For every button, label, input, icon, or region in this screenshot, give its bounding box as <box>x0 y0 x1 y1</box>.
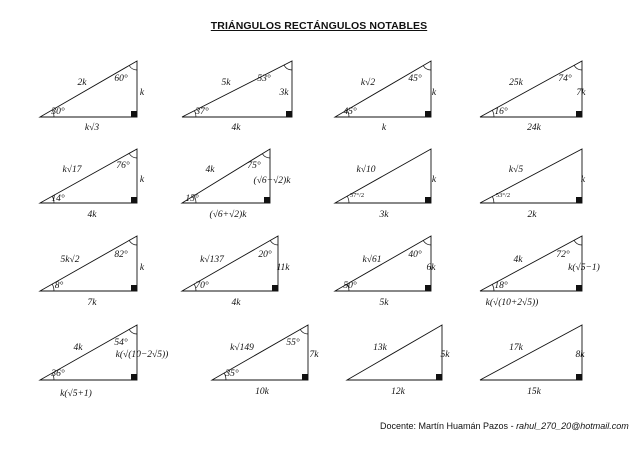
hypotenuse-label: 4k <box>73 343 83 353</box>
leg-bottom-label: 3k <box>379 210 389 220</box>
angle-arc-top <box>423 240 431 245</box>
leg-bottom-label: k(√5+1) <box>60 389 92 399</box>
leg-bottom-label: k√3 <box>84 123 100 133</box>
angle-top-label: 82° <box>114 250 128 260</box>
hypotenuse-label: k√149 <box>230 343 254 353</box>
angle-arc-top <box>262 154 270 158</box>
hypotenuse-label: k√137 <box>200 255 224 265</box>
angle-top-label: 72° <box>556 250 570 260</box>
angle-bottom-label: 14° <box>51 194 65 204</box>
right-angle-marker <box>576 111 582 117</box>
angle-top-label: 20° <box>258 250 272 260</box>
angle-bottom-label: 36° <box>51 369 65 379</box>
footer-separator: - <box>508 421 517 431</box>
angle-bottom-label: 37°/2 <box>349 192 365 199</box>
leg-bottom-label: 7k <box>87 298 97 308</box>
leg-right-label: k <box>139 263 145 273</box>
right-angle-marker <box>286 111 292 117</box>
triangle-1 <box>40 61 145 133</box>
triangle-outline <box>480 325 582 380</box>
angle-arc-bottom <box>347 196 349 203</box>
right-angle-marker <box>576 197 582 203</box>
footer-teacher: Docente: Martín Huamán Pazos <box>380 421 509 431</box>
leg-right-label: 8k <box>575 350 585 360</box>
triangle-6 <box>182 149 291 220</box>
leg-right-label: (√6−√2)k <box>253 176 291 186</box>
right-angle-marker <box>131 197 137 203</box>
angle-top-label: 76° <box>116 161 130 171</box>
triangle-outline <box>347 325 442 380</box>
leg-right-label: k <box>431 88 437 98</box>
triangle-14 <box>212 325 319 397</box>
footer-email[interactable]: rahul_270_20@hotmail.com <box>516 421 629 431</box>
angle-arc-top <box>574 240 582 245</box>
leg-bottom-label: 12k <box>391 387 405 397</box>
leg-bottom-label: 5k <box>379 298 389 308</box>
hypotenuse-label: k√17 <box>62 165 82 175</box>
right-angle-marker <box>264 197 270 203</box>
leg-right-label: k <box>580 175 586 185</box>
angle-arc-top <box>129 153 137 158</box>
angle-arc-top <box>270 240 278 245</box>
hypotenuse-label: k√61 <box>362 255 382 265</box>
triangle-8 <box>480 149 586 220</box>
hypotenuse-label: 5k <box>221 78 231 88</box>
leg-bottom-label: 4k <box>231 298 241 308</box>
angle-bottom-label: 18° <box>494 281 508 291</box>
leg-right-label: 7k <box>576 88 586 98</box>
leg-bottom-label: 10k <box>255 387 269 397</box>
leg-bottom-label: 15k <box>527 387 541 397</box>
leg-right-label: 3k <box>279 88 289 98</box>
right-angle-marker <box>425 285 431 291</box>
leg-bottom-label: 4k <box>87 210 97 220</box>
angle-arc-top <box>423 66 431 70</box>
angle-top-label: 40° <box>408 250 422 260</box>
hypotenuse-label: 17k <box>509 343 523 353</box>
angle-top-label: 74° <box>558 74 572 84</box>
angle-arc-top <box>574 65 582 70</box>
right-angle-marker <box>131 285 137 291</box>
triangle-3 <box>335 61 437 133</box>
leg-right-label: 6k <box>426 263 436 273</box>
angle-bottom-label: 8° <box>54 281 64 291</box>
page-title: TRIÁNGULOS RECTÁNGULOS NOTABLES <box>210 20 428 32</box>
leg-right-label: 5k <box>440 350 450 360</box>
angle-arc-top <box>300 329 308 334</box>
right-angle-marker <box>425 197 431 203</box>
leg-right-label: k(√(10−2√5)) <box>115 350 169 360</box>
footer <box>380 421 629 431</box>
leg-bottom-label: 4k <box>231 123 241 133</box>
right-angle-marker <box>302 374 308 380</box>
angle-top-label: 75° <box>247 161 261 171</box>
leg-right-label: 7k <box>309 350 319 360</box>
angle-bottom-label: 53°/2 <box>495 192 511 199</box>
hypotenuse-label: 4k <box>205 165 215 175</box>
hypotenuse-label: 25k <box>509 78 523 88</box>
angle-bottom-label: 30° <box>51 107 65 117</box>
hypotenuse-label: k√10 <box>356 165 376 175</box>
triangle-11 <box>335 236 436 308</box>
right-angle-marker <box>272 285 278 291</box>
angle-top-label: 55° <box>286 338 300 348</box>
right-angle-marker <box>576 374 582 380</box>
triangle-12 <box>480 236 600 308</box>
right-angle-marker <box>425 111 431 117</box>
angle-arc-bottom <box>492 196 494 203</box>
angle-bottom-label: 16° <box>494 107 508 117</box>
leg-right-label: k(√5−1) <box>568 263 600 273</box>
leg-right-label: k <box>139 175 145 185</box>
leg-bottom-label: 24k <box>527 123 541 133</box>
triangle-2 <box>182 61 292 133</box>
angle-bottom-label: 50° <box>343 281 357 291</box>
right-angle-marker <box>131 111 137 117</box>
triangle-16 <box>480 325 585 397</box>
triangle-5 <box>40 149 145 220</box>
triangle-13 <box>40 325 168 399</box>
angle-bottom-label: 45° <box>343 107 357 117</box>
leg-right-label: k <box>431 175 437 185</box>
hypotenuse-label: k√5 <box>508 165 524 175</box>
angle-arc-bottom <box>52 284 54 291</box>
angle-bottom-label: 70° <box>195 281 209 291</box>
hypotenuse-label: 4k <box>513 255 523 265</box>
angle-top-label: 53° <box>257 74 271 84</box>
right-angle-marker <box>436 374 442 380</box>
angle-arc-top <box>129 329 137 334</box>
right-angle-marker <box>576 285 582 291</box>
leg-right-label: k <box>139 88 145 98</box>
right-angle-marker <box>131 374 137 380</box>
angle-top-label: 60° <box>114 74 128 84</box>
leg-bottom-label: k <box>381 123 387 133</box>
leg-bottom-label: k(√(10+2√5)) <box>485 298 539 308</box>
hypotenuse-label: 13k <box>373 343 387 353</box>
hypotenuse-label: 2k <box>77 78 87 88</box>
angle-arc-top <box>129 65 137 70</box>
angle-top-label: 45° <box>408 74 422 84</box>
hypotenuse-label: 5k√2 <box>60 255 80 265</box>
angle-arc-top <box>129 240 137 245</box>
leg-bottom-label: 2k <box>527 210 537 220</box>
angle-bottom-label: 35° <box>225 369 239 379</box>
triangle-7 <box>335 149 437 220</box>
leg-bottom-label: (√6+√2)k <box>209 210 247 220</box>
angle-arc-top <box>284 65 292 70</box>
hypotenuse-label: k√2 <box>360 78 376 88</box>
triangle-9 <box>40 236 145 308</box>
triangle-15 <box>347 325 450 397</box>
leg-right-label: 11k <box>276 263 290 273</box>
angle-bottom-label: 37° <box>195 107 209 117</box>
triangle-4 <box>480 61 586 133</box>
angle-bottom-label: 15° <box>185 194 199 204</box>
triangle-10 <box>182 236 290 308</box>
angle-top-label: 54° <box>114 338 128 348</box>
